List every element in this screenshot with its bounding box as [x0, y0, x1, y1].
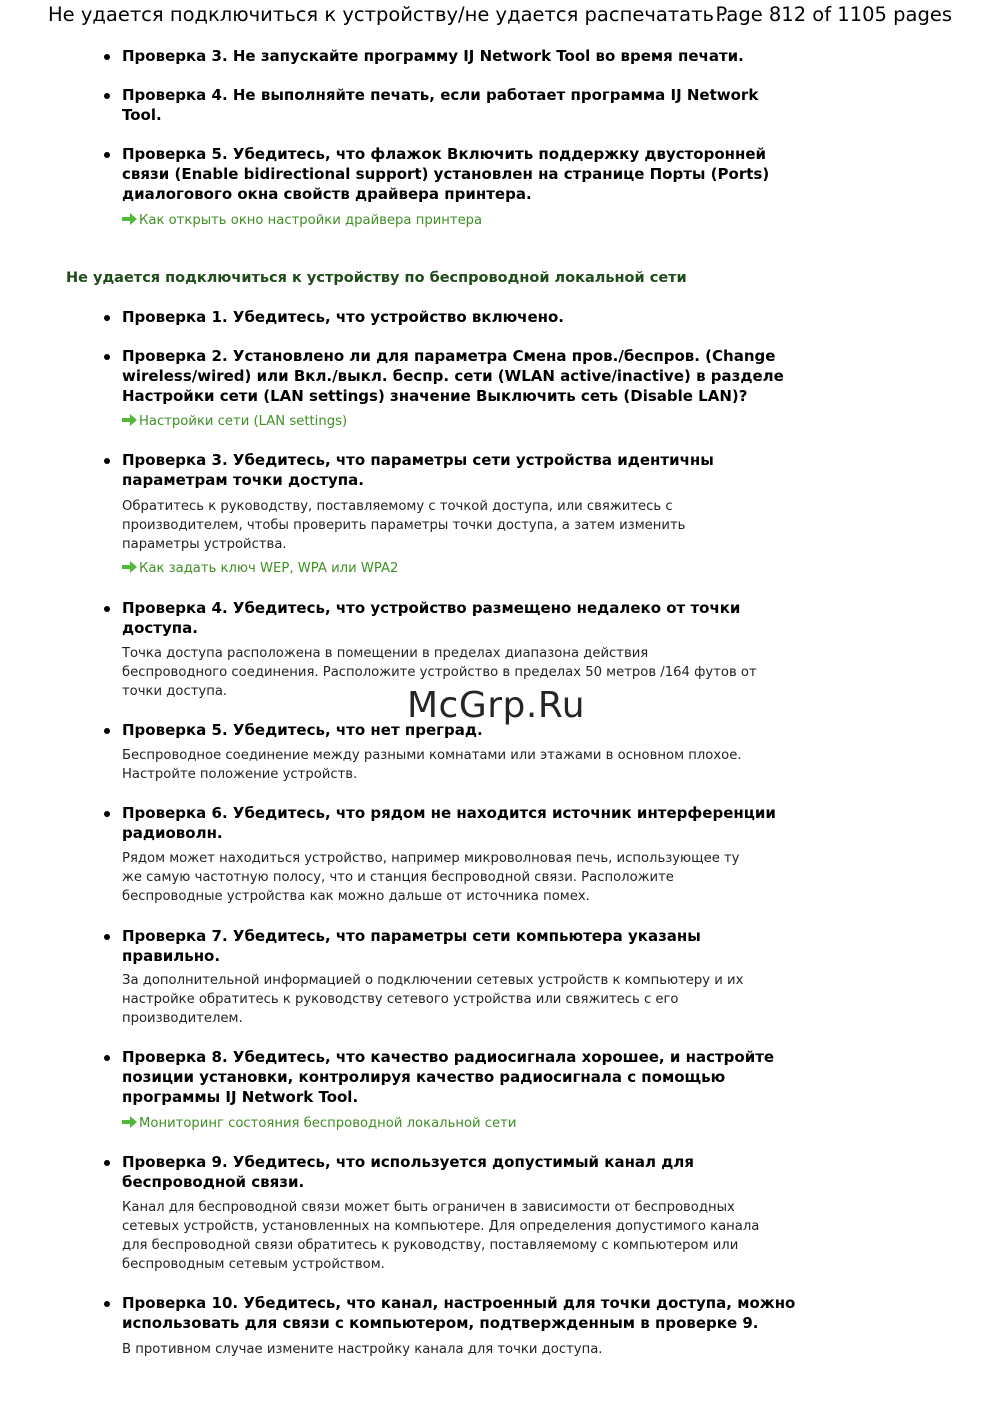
- check-heading: Проверка 10. Убедитесь, что канал, настроенный для точки доступа, можно: [122, 1294, 796, 1312]
- check-description: беспроводным сетевым устройством.: [122, 1257, 385, 1272]
- check-description: Беспроводное соединение между разными комнатами или этажами в основном плохое.: [122, 748, 742, 763]
- check-heading: Проверка 6. Убедитесь, что рядом не находится источник интерференции: [122, 804, 776, 822]
- check-description: настройке обратитесь к руководству сетевого устройства или свяжитесь с его: [122, 992, 679, 1007]
- check-description: беспроводного соединения. Расположите устройство в пределах 50 метров /164 футов от: [122, 665, 757, 680]
- check-description: точки доступа.: [122, 684, 228, 699]
- check-description: Канал для беспроводной связи может быть ограничен в зависимости от беспроводных: [122, 1200, 735, 1215]
- link-text: Как задать ключ WEP, WPA или WPA2: [139, 561, 399, 576]
- check-description: Точка доступа расположена в помещении в пределах диапазона действия: [122, 646, 649, 661]
- arrow-right-icon: [122, 1116, 137, 1128]
- check-heading: Проверка 1. Убедитесь, что устройство включено.: [122, 308, 565, 326]
- check-heading: связи (Enable bidirectional support) установлен на странице Порты (Ports): [122, 165, 770, 183]
- bullet: [104, 315, 110, 321]
- check-heading: Настройки сети (LAN settings) значение Выключить сеть (Disable LAN)?: [122, 387, 748, 405]
- bullet: [104, 458, 110, 464]
- check-description: производителем.: [122, 1011, 243, 1026]
- check-description: За дополнительной информацией о подключении сетевых устройств к компьютеру и их: [122, 973, 744, 988]
- link-text: Настройки сети (LAN settings): [139, 414, 348, 429]
- check-description: же самую частотную полосу, что и станция беспроводной связи. Расположите: [122, 870, 674, 885]
- bullet: [104, 93, 110, 99]
- bullet: [104, 728, 110, 734]
- bullet: [104, 152, 110, 158]
- bullet: [104, 354, 110, 360]
- check-heading: позиции установки, контролируя качество радиосигнала с помощью: [122, 1068, 726, 1086]
- check-heading: параметрам точки доступа.: [122, 471, 364, 489]
- check-heading: беспроводной связи.: [122, 1173, 305, 1191]
- check-heading: Проверка 4. Убедитесь, что устройство размещено недалеко от точки: [122, 599, 741, 617]
- link-text: Как открыть окно настройки драйвера принтера: [139, 213, 483, 228]
- check-heading: использовать для связи с компьютером, подтвержденным в проверке 9.: [122, 1314, 759, 1332]
- check-heading: диалогового окна свойств драйвера принтера.: [122, 185, 532, 203]
- check-heading: доступа.: [122, 619, 198, 637]
- check-heading: Проверка 5. Убедитесь, что нет преград.: [122, 721, 483, 739]
- check-heading: Проверка 8. Убедитесь, что качество радиосигнала хорошее, и настройте: [122, 1048, 775, 1066]
- link-lan-settings[interactable]: [122, 414, 347, 429]
- check-description: Обратитесь к руководству, поставляемому с точкой доступа, или свяжитесь с: [122, 499, 673, 514]
- link-driver-settings[interactable]: [122, 213, 482, 228]
- bullet: [104, 1055, 110, 1061]
- arrow-right-icon: [122, 414, 137, 426]
- check-heading: wireless/wired) или Вкл./выкл. беспр. сети (WLAN active/inactive) в разделе: [122, 367, 784, 385]
- check-heading: Проверка 9. Убедитесь, что используется допустимый канал для: [122, 1153, 694, 1171]
- bullet: [104, 54, 110, 60]
- bullet: [104, 811, 110, 817]
- check-description: В противном случае измените настройку канала для точки доступа.: [122, 1342, 603, 1357]
- bullet: [104, 606, 110, 612]
- check-description: Настройте положение устройств.: [122, 767, 358, 782]
- link-wlan-monitoring[interactable]: [122, 1116, 516, 1131]
- watermark: McGrp.Ru: [407, 685, 586, 726]
- bullet: [104, 1160, 110, 1166]
- arrow-right-icon: [122, 213, 137, 225]
- check-heading: Проверка 4. Не выполняйте печать, если работает программа IJ Network: [122, 86, 759, 104]
- bullet: [104, 1301, 110, 1307]
- check-heading: Проверка 3. Убедитесь, что параметры сети устройства идентичны: [122, 451, 714, 469]
- check-description: беспроводные устройства как можно дальше от источника помех.: [122, 889, 590, 904]
- check-heading: Проверка 3. Не запускайте программу IJ Network Tool во время печати.: [122, 47, 744, 65]
- page-header-title: Не удается подключиться к устройству/не удается распечатать ...: [48, 3, 739, 26]
- check-description: для беспроводной связи обратитесь к руководству, поставляемому с компьютером или: [122, 1238, 739, 1253]
- check-description: сетевых устройств, установленных на компьютере. Для определения допустимого канала: [122, 1219, 760, 1234]
- check-heading: радиоволн.: [122, 824, 223, 842]
- bullet: [104, 934, 110, 940]
- check-description: производителем, чтобы проверить параметры точки доступа, а затем изменить: [122, 518, 686, 533]
- section-title: Не удается подключиться к устройству по беспроводной локальной сети: [66, 270, 687, 286]
- link-text: Мониторинг состояния беспроводной локальной сети: [139, 1116, 517, 1131]
- link-wep-wpa[interactable]: [122, 561, 398, 576]
- check-heading: Проверка 7. Убедитесь, что параметры сети компьютера указаны: [122, 927, 701, 945]
- page-header-page-number: Page 812 of 1105 pages: [715, 3, 952, 26]
- check-description: параметры устройства.: [122, 537, 287, 552]
- check-heading: правильно.: [122, 947, 221, 965]
- check-heading: Проверка 5. Убедитесь, что флажок Включить поддержку двусторонней: [122, 145, 767, 163]
- arrow-right-icon: [122, 561, 137, 573]
- check-description: Рядом может находиться устройство, например микроволновая печь, использующее ту: [122, 851, 740, 866]
- check-heading: Проверка 2. Установлено ли для параметра Смена пров./беспров. (Change: [122, 347, 776, 365]
- check-heading: Tool.: [122, 106, 162, 124]
- check-heading: программы IJ Network Tool.: [122, 1088, 359, 1106]
